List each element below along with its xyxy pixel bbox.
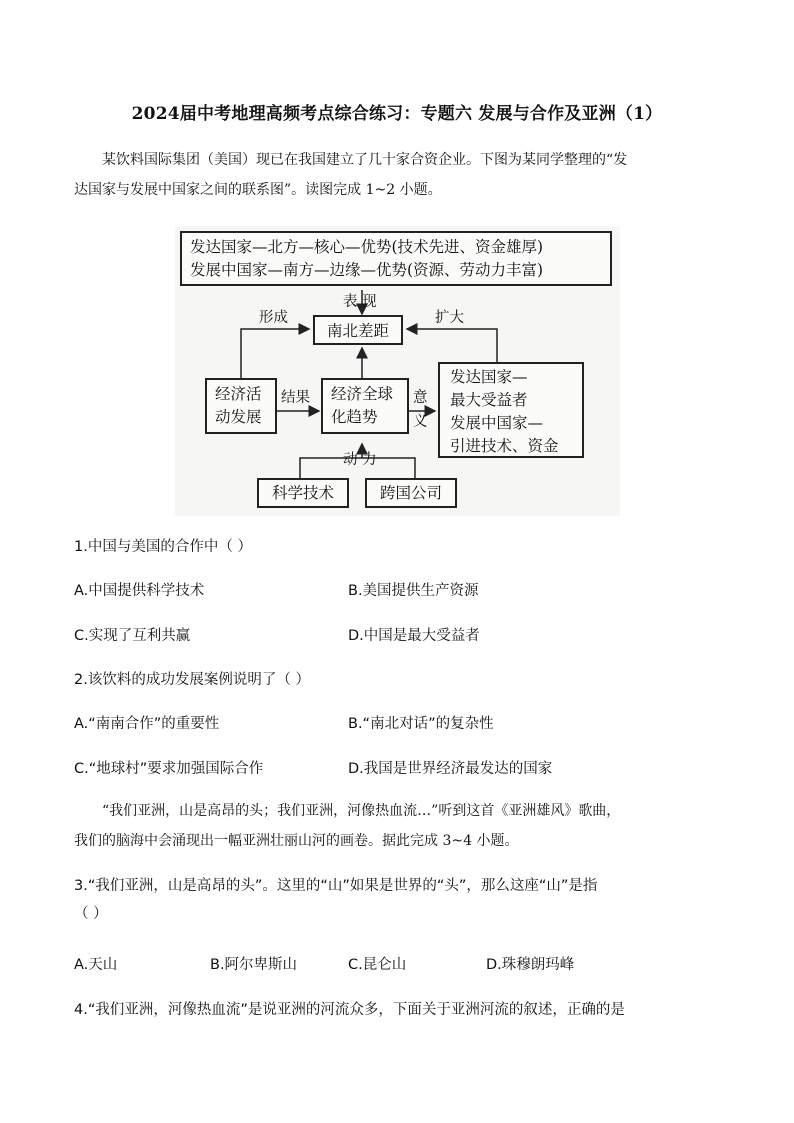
page-title: 2024届中考地理高频考点综合练习：专题六 发展与合作及亚洲（1） — [131, 104, 663, 124]
q1-option-b: B.美国提供生产资源 — [348, 583, 479, 599]
q2-option-c: C.“地球村”要求加强国际合作 — [74, 761, 264, 777]
question-3-stem — [74, 872, 724, 928]
q3-stem-line-2: （ ） — [74, 906, 108, 922]
box-economic-line-1: 经济活 — [215, 385, 262, 403]
top-box — [180, 231, 612, 286]
q3-option-a: A.天山 — [74, 957, 118, 973]
q2-option-b: B.“南北对话”的复杂性 — [348, 716, 494, 732]
q3-option-b: B.阿尔卑斯山 — [210, 957, 298, 973]
intro-paragraph-1 — [74, 145, 724, 205]
label-xingcheng: 形成 — [259, 310, 288, 326]
label-dongli: 动 力 — [343, 452, 377, 468]
q2-option-d: D.我国是世界经济最发达的国家 — [348, 761, 553, 777]
box-economic-activity — [205, 378, 277, 434]
box-right-line-1: 发达国家— — [450, 368, 528, 386]
intro-2-line-2: 我们的脑海中会涌现出一幅亚洲壮丽山河的画卷。据此完成 3~4 小题。 — [74, 833, 519, 849]
box-global-line-1: 经济全球 — [331, 385, 394, 403]
q1-option-c: C.实现了互利共赢 — [74, 628, 191, 644]
label-jieguo: 结果 — [281, 390, 310, 406]
box-global-line-2: 化趋势 — [331, 408, 378, 426]
q3-option-d: D.珠穆朗玛峰 — [486, 957, 575, 973]
box-globalization — [321, 378, 409, 434]
box-right-line-2: 最大受益者 — [450, 391, 528, 409]
top-box-line-1: 发达国家—北方—核心—优势(技术先进、资金雄厚) — [190, 238, 544, 256]
question-4-stem: 4.“我们亚洲，河像热血流”是说亚洲的河流众多，下面关于亚洲河流的叙述，正确的是 — [74, 1002, 625, 1018]
box-science-tech: 科学技术 — [257, 478, 349, 508]
box-economic-line-2: 动发展 — [215, 408, 262, 426]
q3-stem-line-1: 3.“我们亚洲，山是高昂的头”。这里的“山”如果是世界的“头”，那么这座“山”是指 — [74, 878, 598, 894]
question-1-stem: 1.中国与美国的合作中（ ） — [74, 539, 252, 555]
intro-2-line-1: “我们亚洲，山是高昂的头；我们亚洲，河像热血流…”听到这首《亚洲雄风》歌曲， — [102, 803, 621, 819]
question-2-stem: 2.该饮料的成功发展案例说明了（ ） — [74, 672, 310, 688]
top-box-line-2: 发展中国家—南方—边缘—优势(资源、劳动力丰富) — [190, 261, 544, 279]
box-beneficiaries — [438, 362, 584, 458]
q1-option-d: D.中国是最大受益者 — [348, 628, 480, 644]
arrow-form — [241, 329, 309, 379]
intro-paragraph-2 — [74, 796, 724, 856]
q2-option-a: A.“南南合作”的重要性 — [74, 716, 220, 732]
intro-1-line-1: 某饮料国际集团（美国）现已在我国建立了几十家合资企业。下图为某同学整理的“发 — [102, 152, 628, 168]
relation-diagram — [175, 226, 620, 516]
box-multinational: 跨国公司 — [365, 478, 457, 508]
box-north-south-gap: 南北差距 — [313, 315, 403, 345]
label-yi2: 义 — [413, 414, 428, 430]
label-kuoda: 扩大 — [435, 310, 464, 326]
label-yi: 意 — [413, 390, 428, 406]
box-right-line-4: 引进技术、资金 — [450, 437, 559, 455]
q3-option-c: C.昆仑山 — [348, 957, 407, 973]
label-biaoxian: 表 现 — [343, 294, 377, 310]
box-right-line-3: 发展中国家— — [450, 414, 544, 432]
q1-option-a: A.中国提供科学技术 — [74, 583, 205, 599]
arrow-expand — [407, 329, 497, 362]
intro-1-line-2: 达国家与发展中国家之间的联系图”。读图完成 1~2 小题。 — [74, 182, 442, 198]
